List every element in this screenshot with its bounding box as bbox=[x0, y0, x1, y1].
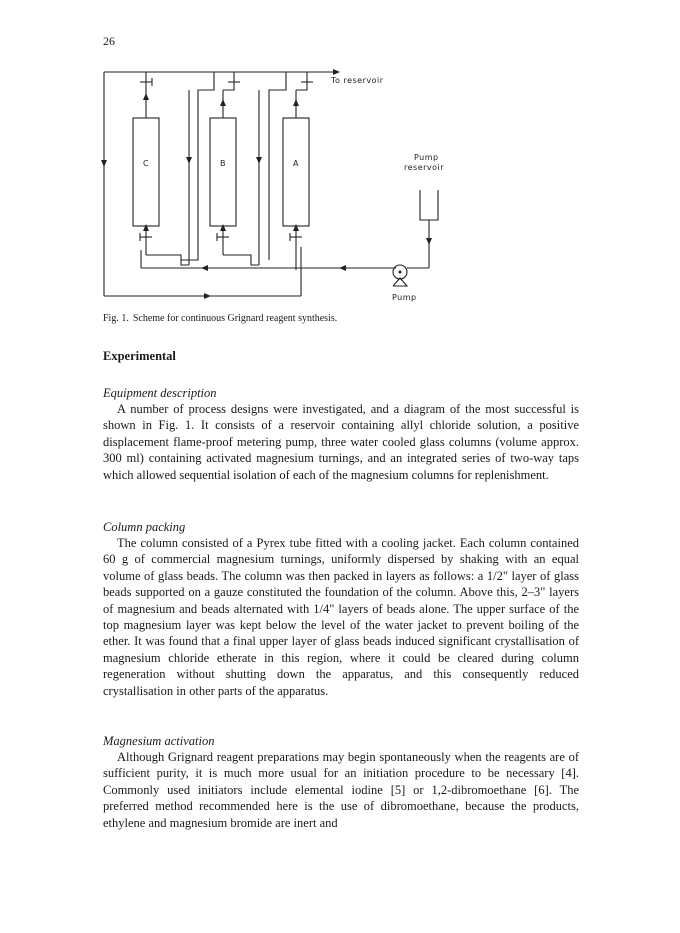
arrow-right-icon bbox=[333, 69, 340, 75]
column-a bbox=[283, 118, 309, 226]
section-title: Column packing bbox=[103, 520, 186, 534]
section-heading: Experimental bbox=[103, 349, 176, 363]
arrow-up-icon bbox=[293, 99, 299, 106]
column-a-top-bend bbox=[296, 82, 307, 90]
arrow-up-icon bbox=[220, 99, 226, 106]
bypass-c-b bbox=[181, 72, 214, 260]
label-pump-reservoir-2: reservoir bbox=[404, 163, 445, 172]
section-title: Magnesium activation bbox=[103, 734, 215, 748]
section-title: Equipment description bbox=[103, 386, 217, 400]
column-b-top-bend bbox=[223, 82, 234, 90]
pump-reservoir-vessel bbox=[420, 190, 438, 220]
pump-center bbox=[399, 271, 402, 274]
arrow-up-icon bbox=[293, 224, 299, 231]
figure-grignard-scheme bbox=[96, 60, 476, 310]
section-paragraph: A number of process designs were investigated, and a diagram of the most successful is shown in Fig. 1. It consists of a reservoir containing allyl chloride solution, a positive displacement flame-proof metering pump, three water cooled glass columns (volume approx. 300 ml) containing activated magnesium turnings, and an integrated series of two-way taps which allowed sequential isolation of each of the magnesium columns for replenishment. bbox=[103, 402, 579, 482]
section-paragraph: The column consisted of a Pyrex tube fitted with a cooling jacket. Each column contained 60 g of commercial magnesium turnings, uniformly dispersed by shaking with an equal volume of glass beads. The column was then packed in layers as follows: a 1/2" layer of glass beads supported on a gauze constituted the foundation of the column. Above this, 2–3" layers of magnesium and beads alternated with 1/4" layers of beads alone. The upper surface of the top magnesium layer was kept below the level of the water jacket to prevent boiling of the ether. It was found that a final upper layer of glass beads induced significant crystallisation of magnesium chloride etherate in this region, where it could be cleared during column regeneration without shutting down the apparatus, and this consequently reduced crystallisation in other parts of the apparatus. bbox=[103, 536, 579, 698]
label-pump: Pump bbox=[392, 293, 417, 302]
arrow-up-icon bbox=[143, 224, 149, 231]
arrow-up-icon bbox=[143, 93, 149, 100]
label-column-a: A bbox=[293, 159, 299, 168]
arrow-left-icon bbox=[201, 265, 208, 271]
column-b bbox=[210, 118, 236, 226]
label-pump-reservoir-1: Pump bbox=[414, 153, 439, 162]
page-number: 26 bbox=[103, 34, 115, 48]
figure-caption bbox=[103, 313, 337, 324]
label-column-c: C bbox=[143, 159, 150, 168]
column-b-bottom-link bbox=[223, 255, 259, 265]
section-paragraph: Although Grignard reagent preparations may begin spontaneously when the reagents are of sufficient purity, it is much more usual for an initiation procedure to be necessary [4]. Commonly used initiators include elemental iodine [5] or 1,2-dibromoethane [6]. The preferred method recommended here is the use of dibromoethane, because the products, ethylene and magnesium bromide are inert and bbox=[103, 750, 579, 830]
arrow-right-icon bbox=[204, 293, 211, 299]
section-equipment bbox=[103, 385, 579, 483]
label-column-b: B bbox=[220, 159, 226, 168]
section-magnesium-activation bbox=[103, 733, 579, 831]
arrow-down-icon bbox=[101, 160, 107, 167]
process-diagram bbox=[96, 60, 476, 310]
arrow-left-icon bbox=[339, 265, 346, 271]
caption-text: Scheme for continuous Grignard reagent synthesis. bbox=[132, 313, 338, 324]
label-to-reservoir: To reservoir bbox=[331, 76, 384, 85]
caption-label: Fig. 1. bbox=[103, 313, 129, 324]
arrow-up-icon bbox=[220, 224, 226, 231]
section-column-packing bbox=[103, 519, 579, 699]
arrow-down-icon bbox=[426, 238, 432, 245]
column-c bbox=[133, 118, 159, 226]
